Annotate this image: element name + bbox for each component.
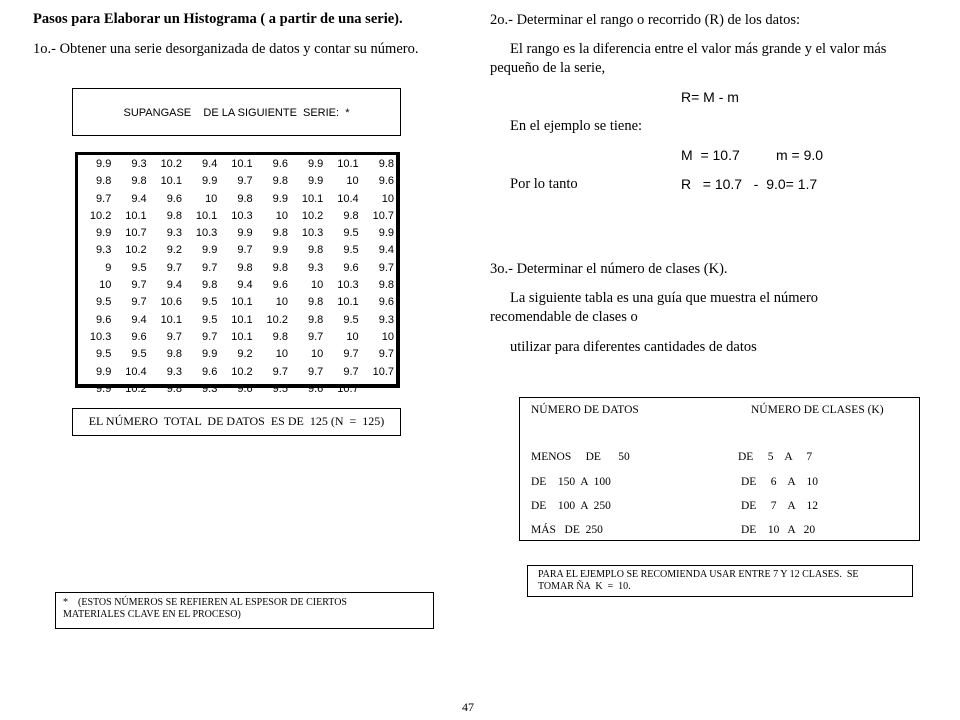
data-cell: 9.9: [378, 227, 394, 240]
data-cell: 9.7: [272, 365, 288, 378]
data-cell: 10.2: [89, 209, 112, 222]
data-cell: 10: [311, 279, 324, 292]
data-cell: 9.4: [237, 279, 253, 292]
data-cell: 9.6: [272, 279, 288, 292]
data-cell: 9.7: [131, 296, 147, 309]
data-cell: 10.7: [337, 382, 359, 395]
footnote-line-1: * (ESTOS NÚMEROS SE REFIEREN AL ESPESOR DE CIERTOS: [63, 597, 347, 608]
data-cell: 9.4: [131, 192, 147, 205]
data-cell: 9.8: [378, 158, 394, 170]
data-cell: 9.7: [237, 244, 253, 257]
data-cell: 9.9: [96, 158, 112, 170]
data-cell: 10.6: [160, 296, 182, 309]
data-cell: 9.4: [202, 158, 218, 170]
class-guide-table: [519, 397, 920, 541]
step-3-text: 3o.- Determinar el número de clases (K).: [490, 261, 728, 277]
data-cell: 9.9: [272, 192, 288, 205]
row-data-range: MENOS DE 50: [531, 451, 630, 463]
class-guide-row: [531, 476, 903, 488]
data-cell: 9.5: [272, 382, 288, 395]
data-cell: 9.8: [378, 279, 394, 292]
data-row: [78, 208, 396, 225]
data-cell: 10.7: [125, 227, 147, 240]
data-cell: [361, 381, 396, 398]
step-2-text: 2o.- Determinar el rango o recorrido (R) de los datos:: [490, 12, 801, 28]
data-cell: 9.8: [237, 192, 253, 205]
data-cell: 9.4: [166, 279, 182, 292]
footnote-line-2: MATERIALES CLAVE EN EL PROCESO): [63, 609, 241, 620]
data-cell: 10.1: [231, 296, 253, 309]
data-cell: 9.8: [343, 209, 359, 222]
data-cell: 9.5: [343, 227, 359, 240]
data-cell: 10: [346, 175, 359, 188]
data-cell: 10.3: [337, 279, 359, 292]
data-cell: 9.7: [96, 192, 112, 205]
data-row: [78, 277, 396, 294]
data-cell: 9.7: [308, 330, 324, 343]
data-cell: 10.1: [231, 158, 253, 170]
total-text: EL NÚMERO TOTAL DE DATOS ES DE 125 (N = 125): [88, 414, 385, 428]
guide-line-1: La siguiente tabla es una guía que muestra el número: [510, 290, 819, 306]
data-cell: 9.9: [202, 244, 218, 257]
header-class-count: NÚMERO DE CLASES (K): [751, 404, 884, 416]
data-cell: 9.3: [378, 313, 394, 326]
data-cell: 9.3: [166, 227, 182, 240]
row-class-range: DE 7 A 12: [741, 500, 818, 512]
data-cell: 10.1: [231, 330, 253, 343]
data-row: [78, 260, 396, 277]
data-cell: 9.9: [202, 348, 218, 361]
example-max: M = 10.7: [681, 147, 740, 163]
data-cell: 9.5: [202, 313, 218, 326]
data-cell: 9.6: [343, 261, 359, 274]
data-cell: 9.9: [96, 382, 112, 395]
guide-line-2: recomendable de clases o: [490, 309, 638, 325]
row-data-range: MÁS DE 250: [531, 524, 603, 536]
data-cell: 9.7: [237, 175, 253, 188]
data-cell: 10: [381, 192, 394, 205]
data-cell: 9.7: [166, 261, 182, 274]
data-cell: 9.6: [237, 382, 253, 395]
data-cell: 9.3: [308, 261, 324, 274]
suppose-text: SUPANGASE DE LA SIGUIENTE SERIE: *: [123, 107, 350, 119]
data-cell: 10.2: [125, 382, 147, 395]
data-cell: 9.3: [166, 365, 182, 378]
data-row: [78, 191, 396, 208]
data-cell: 10.4: [337, 192, 359, 205]
data-cell: 9.6: [308, 382, 324, 395]
data-cell: 10.2: [125, 244, 147, 257]
data-cell: 9.8: [308, 313, 324, 326]
data-grid: [78, 156, 396, 398]
data-cell: 10.1: [125, 209, 147, 222]
data-cell: 9.6: [378, 296, 394, 309]
data-cell: 9.7: [202, 330, 218, 343]
class-guide-row: [531, 524, 903, 536]
data-cell: 9.2: [237, 348, 253, 361]
data-cell: 9.2: [166, 244, 182, 257]
data-cell: 9.8: [237, 261, 253, 274]
recommendation-line-2: TOMAR ÑA K = 10.: [538, 581, 631, 592]
data-cell: 9.5: [343, 313, 359, 326]
data-cell: 10: [275, 209, 288, 222]
row-class-range: DE 6 A 10: [741, 476, 818, 488]
data-cell: 9.9: [96, 227, 112, 240]
range-def-line-1: El rango es la diferencia entre el valor más grande y el valor más: [510, 41, 887, 57]
data-cell: 9: [105, 261, 112, 274]
data-row: [78, 294, 396, 311]
data-cell: 10.7: [372, 209, 394, 222]
data-row: [78, 346, 396, 363]
class-guide-row: [531, 500, 903, 512]
footnote-box: [55, 592, 434, 629]
data-cell: 9.6: [166, 192, 182, 205]
data-cell: 9.8: [131, 175, 147, 188]
example-min: m = 9.0: [776, 147, 824, 163]
data-cell: 9.6: [378, 175, 394, 188]
data-cell: 10.1: [160, 313, 182, 326]
step-1-text: 1o.- Obtener una serie desorganizada de datos y contar su número.: [33, 41, 419, 57]
data-cell: 9.7: [343, 348, 359, 361]
data-cell: 9.6: [202, 365, 218, 378]
data-cell: 9.7: [378, 261, 394, 274]
data-cell: 9.8: [202, 279, 218, 292]
data-cell: 10.3: [89, 330, 112, 343]
data-cell: 9.7: [378, 348, 394, 361]
row-class-range: DE 10 A 20: [741, 524, 816, 536]
data-cell: 9.6: [131, 330, 147, 343]
data-cell: 9.3: [96, 244, 112, 257]
range-result: R = 10.7 - 9.0= 1.7: [681, 176, 818, 192]
data-cell: 9.9: [96, 365, 112, 378]
data-cell: 10.1: [337, 296, 359, 309]
data-cell: 9.9: [202, 175, 218, 188]
data-cell: 10.3: [231, 209, 253, 222]
data-cell: 9.9: [308, 158, 324, 170]
data-cell: 9.7: [308, 365, 324, 378]
data-cell: 9.5: [131, 261, 147, 274]
data-cell: 10.3: [301, 227, 324, 240]
recommendation-line-1: PARA EL EJEMPLO SE RECOMIENDA USAR ENTRE 7 Y 12 CLASES. SE: [538, 569, 859, 580]
data-row: [78, 156, 396, 173]
data-cell: 10.3: [195, 227, 218, 240]
data-series-table: [75, 152, 400, 395]
data-cell: 9.9: [308, 175, 324, 188]
data-cell: 10: [346, 330, 359, 343]
data-cell: 10.2: [160, 158, 182, 170]
range-formula: R= M - m: [681, 89, 739, 105]
data-cell: 9.8: [272, 330, 288, 343]
data-cell: 9.7: [166, 330, 182, 343]
page-number: 47: [462, 700, 474, 714]
data-cell: 10.1: [195, 209, 218, 222]
class-guide-header: [531, 404, 903, 416]
data-cell: 10.2: [266, 313, 288, 326]
data-row: [78, 242, 396, 259]
recommendation-box: [527, 565, 913, 597]
data-cell: 9.9: [272, 244, 288, 257]
data-cell: 10.1: [337, 158, 359, 170]
suppose-box: [72, 88, 401, 136]
data-cell: 9.8: [166, 209, 182, 222]
data-row: [78, 173, 396, 190]
data-cell: 9.5: [96, 296, 112, 309]
data-cell: 9.9: [237, 227, 253, 240]
data-cell: 9.7: [202, 261, 218, 274]
data-row: [78, 312, 396, 329]
header-data-count: NÚMERO DE DATOS: [531, 404, 639, 416]
data-cell: 9.7: [131, 279, 147, 292]
data-cell: 9.5: [96, 348, 112, 361]
data-cell: 9.3: [202, 382, 218, 395]
data-cell: 10: [99, 279, 112, 292]
data-cell: 9.5: [131, 348, 147, 361]
data-cell: 9.6: [272, 158, 288, 170]
data-cell: 9.8: [272, 227, 288, 240]
data-cell: 9.8: [272, 175, 288, 188]
data-cell: 10: [275, 296, 288, 309]
page-heading: Pasos para Elaborar un Histograma ( a partir de una serie).: [33, 11, 403, 27]
data-cell: 9.4: [378, 244, 394, 257]
data-cell: 10.2: [231, 365, 253, 378]
range-def-line-2: pequeño de la serie,: [490, 60, 606, 76]
row-class-range: DE 5 A 7: [738, 451, 813, 463]
data-cell: 9.8: [272, 261, 288, 274]
total-box: [72, 408, 401, 436]
data-cell: 10.7: [372, 365, 394, 378]
class-guide-row: [531, 451, 903, 463]
example-intro: En el ejemplo se tiene:: [510, 118, 643, 134]
data-cell: 9.5: [202, 296, 218, 309]
row-data-range: DE 150 A 100: [531, 476, 611, 488]
data-row: [78, 225, 396, 242]
data-cell: 10.1: [301, 192, 324, 205]
data-cell: 10: [311, 348, 324, 361]
data-cell: 9.8: [96, 175, 112, 188]
data-cell: 9.8: [166, 348, 182, 361]
data-cell: 10.4: [125, 365, 147, 378]
data-cell: 9.8: [166, 382, 182, 395]
data-cell: 9.5: [343, 244, 359, 257]
data-row: [78, 381, 396, 398]
data-cell: 10: [205, 192, 218, 205]
data-cell: 9.7: [343, 365, 359, 378]
data-row: [78, 329, 396, 346]
data-cell: 10: [381, 330, 394, 343]
therefore-label: Por lo tanto: [510, 176, 578, 192]
data-cell: 9.6: [96, 313, 112, 326]
data-cell: 10.1: [231, 313, 253, 326]
data-row: [78, 364, 396, 381]
data-cell: 9.3: [131, 158, 147, 170]
data-cell: 10.2: [301, 209, 324, 222]
data-cell: 9.8: [308, 296, 324, 309]
data-cell: 10: [275, 348, 288, 361]
data-cell: 10.1: [160, 175, 182, 188]
data-cell: 9.8: [308, 244, 324, 257]
data-cell: 9.4: [131, 313, 147, 326]
guide-line-3: utilizar para diferentes cantidades de datos: [510, 339, 757, 355]
row-data-range: DE 100 A 250: [531, 500, 611, 512]
